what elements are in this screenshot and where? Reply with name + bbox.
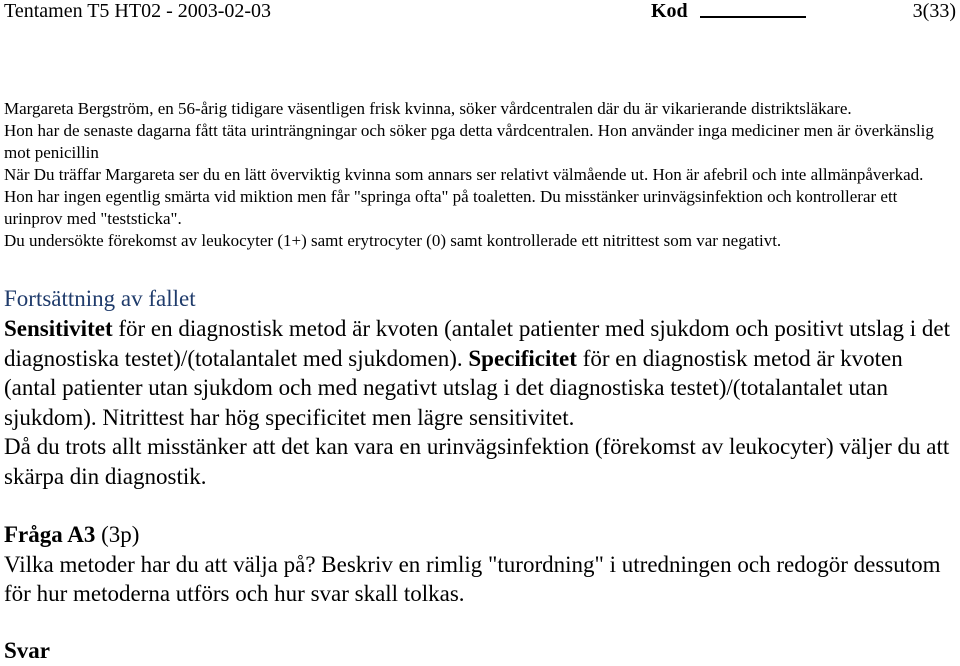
continuation-text: [4, 314, 956, 492]
question-block: [4, 520, 956, 609]
kod-underline: [700, 16, 806, 18]
answer-block: [4, 636, 956, 666]
continuation-heading: Fortsättning av fallet: [4, 286, 196, 311]
case-paragraph-1: Margareta Bergström, en 56-årig tidigare väsentligen frisk kvinna, söker vårdcentralen där du är vikarierande distriktsläkare.: [4, 99, 852, 118]
page-header: [0, 0, 960, 26]
exam-title: Tentamen T5 HT02 - 2003-02-03: [4, 0, 272, 22]
page-number: 3(33): [912, 0, 956, 22]
case-paragraph-4: Du undersökte förekomst av leukocyter (1+) samt erytrocyter (0) samt kontrollerade ett nitrittest som var negativt.: [4, 231, 782, 250]
case-paragraph-2: Hon har de senaste dagarna fått täta urinträngningar och söker pga detta vårdcentralen. Hon använder inga mediciner men är överkänslig mot penicillin: [4, 121, 934, 162]
question-points: (3p): [95, 522, 140, 547]
sensitivity-definition: för en diagnostisk metod är kvoten (antalet patienter med sjukdom och positivt utslag i det diagnostiska testet)/(totalantalet med sjukdomen).: [4, 316, 951, 371]
answer-label: Svar: [4, 638, 50, 663]
case-description: [4, 98, 956, 252]
question-label: Fråga A3: [4, 522, 96, 547]
kod-label: Kod: [651, 0, 688, 22]
specificity-term: Specificitet: [468, 345, 577, 371]
specificity-definition: för en diagnostisk metod är kvoten (antal patienter utan sjukdom och med negativt utslag i det diagnostiska testet)/(totalantalet utan sjukdom). Nitrittest har hög specificitet men lägre sensitivitet.: [4, 345, 903, 430]
suspicion-paragraph: Då du trots allt misstänker att det kan vara en urinvägsinfektion (förekomst av leukocyter) väljer du att skärpa din diagnostik.: [4, 434, 950, 489]
question-text: Vilka metoder har du att välja på? Beskriv en rimlig "turordning" i utredningen och redogör dessutom för hur metoderna utförs och hur svar skall tolkas.: [4, 551, 941, 607]
sensitivity-term: Sensitivitet: [4, 316, 113, 341]
question-heading: [4, 520, 956, 550]
definitions-paragraph: [4, 314, 956, 432]
case-paragraph-3: När Du träffar Margareta ser du en lätt överviktig kvinna som annars ser relativt välmående ut. Hon är afebril och inte allmänpåverkad. Hon har ingen egentlig smärta vid miktion men får "springa ofta" på toaletten. Du misstänker urinvägsinfektion och kontrollerar ett urinprov med "teststicka".: [4, 165, 924, 228]
